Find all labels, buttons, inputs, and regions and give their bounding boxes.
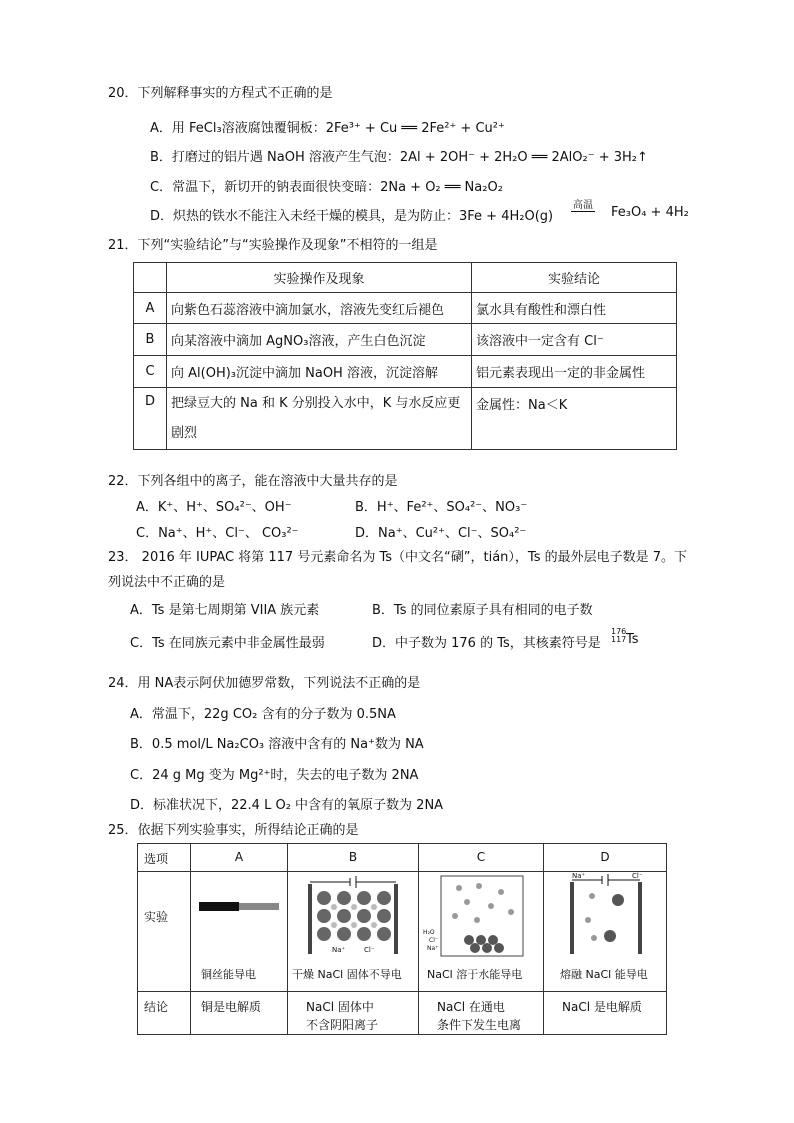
nuclide-symbol: Ts: [626, 632, 639, 647]
q21-stem: 21．下列“实验结论”与“实验操作及现象”不相符的一组是: [108, 238, 438, 253]
q23-stem-line2: 列说法中不正确的是: [108, 575, 226, 590]
nuclide-numbers: [611, 628, 626, 644]
row-label: 结论: [138, 992, 191, 1035]
table-cell: 铝元素表现出一定的非金属性: [472, 356, 677, 388]
q24-stem: 24．用 NA表示阿伏加德罗常数，下列说法不正确的是: [108, 676, 421, 691]
table-row: [138, 872, 667, 992]
q25-stem: 25．依据下列实验事实，所得结论正确的是: [108, 823, 359, 838]
diagram-label: Na⁺: [332, 946, 346, 954]
experiment-c: [419, 872, 544, 992]
diagram-label: Na⁺: [427, 945, 439, 952]
q20-option-d: D．炽热的铁水不能注入未经干燥的模具，是为防止：3Fe + 4H₂O(g): [150, 209, 554, 224]
experiment-caption: 干燥 NaCl 固体不导电: [292, 968, 402, 981]
table-header-cell: 选项: [138, 844, 191, 872]
diagram-label: Cl⁻: [632, 872, 643, 880]
conclusion-cell: NaCl 在通电 条件下发生电离: [419, 992, 544, 1035]
q24-option-a: A．常温下，22g CO₂ 含有的分子数为 0.5NA: [130, 707, 396, 722]
q25-table: [137, 843, 667, 1035]
experiment-caption: 熔融 NaCl 能导电: [560, 968, 648, 981]
q20-option-d-products: Fe₃O₄ + 4H₂: [611, 205, 689, 220]
table-header-cell: B: [288, 844, 419, 872]
table-header-cell: D: [544, 844, 667, 872]
table-header-cell: 实验操作及现象: [167, 263, 472, 293]
q24-option-c: C．24 g Mg 变为 Mg²⁺时，失去的电子数为 2NA: [130, 768, 419, 783]
q23-option-b: B．Ts 的同位素原子具有相同的电子数: [372, 603, 593, 618]
table-header-cell: 实验结论: [472, 263, 677, 293]
table-cell: 向 Al(OH)₃沉淀中滴加 NaOH 溶液，沉淀溶解: [167, 356, 472, 388]
mass-number: 176: [611, 627, 627, 636]
q24-option-d: D．标准状况下，22.4 L O₂ 中含有的氧原子数为 2NA: [130, 798, 444, 813]
diagram-label: Cl⁻: [364, 946, 375, 954]
experiment-b: [288, 872, 419, 992]
conclusion-cell: NaCl 固体中 不含阴阳离子: [288, 992, 419, 1035]
table-cell: 把绿豆大的 Na 和 K 分别投入水中，K 与水反应更剧烈: [167, 388, 472, 450]
diagram-label: Cl⁻: [429, 937, 439, 944]
table-row: [134, 388, 677, 450]
experiment-caption: NaCl 溶于水能导电: [427, 968, 523, 981]
q22-option-d: D．Na⁺、Cu²⁺、Cl⁻、SO₄²⁻: [355, 526, 527, 541]
q23-option-a: A．Ts 是第七周期第 VIIA 族元素: [130, 603, 320, 618]
diagram-label: H₂O: [423, 929, 435, 936]
table-cell: B: [134, 324, 167, 356]
q23-stem-line1: 23． 2016 年 IUPAC 将第 117 号元素命名为 Ts（中文名“䃗”，tián），Ts 的最外层电子数是 7。下: [108, 550, 688, 565]
conclusion-cell: NaCl 是电解质: [544, 992, 667, 1035]
atomic-number: 117: [611, 635, 627, 644]
experiment-d: [544, 872, 667, 992]
experiment-caption: 铜丝能导电: [201, 968, 256, 981]
q22-stem: 22．下列各组中的离子，能在溶液中大量共存的是: [108, 474, 398, 489]
table-cell: 氯水具有酸性和漂白性: [472, 293, 677, 324]
table-cell: 金属性：Na＜K: [472, 388, 677, 450]
table-row: [134, 293, 677, 324]
table-cell: 向紫色石蕊溶液中滴加氯水，溶液先变红后褪色: [167, 293, 472, 324]
table-header-cell: C: [419, 844, 544, 872]
q22-option-c: C．Na⁺、H⁺、Cl⁻、 CO₃²⁻: [136, 526, 299, 541]
q20-stem: 20．下列解释事实的方程式不正确的是: [108, 86, 333, 101]
q24-option-b: B．0.5 mol/L Na₂CO₃ 溶液中含有的 Na⁺数为 NA: [130, 737, 424, 752]
q20-option-b: B．打磨过的铝片遇 NaOH 溶液产生气泡：2Al + 2OH⁻ + 2H₂O ══ 2AlO₂⁻ + 3H₂↑: [150, 150, 648, 165]
table-header-cell: A: [191, 844, 288, 872]
table-cell: D: [134, 388, 167, 450]
q23-option-c: C．Ts 在同族元素中非金属性最弱: [130, 636, 325, 651]
table-row: [134, 324, 677, 356]
table-cell: C: [134, 356, 167, 388]
table-cell: A: [134, 293, 167, 324]
q20-option-c: C．常温下，新切开的钠表面很快变暗：2Na + O₂ ══ Na₂O₂: [150, 180, 503, 195]
table-row: [134, 356, 677, 388]
q23-option-d: D．中子数为 176 的 Ts，其核素符号是: [372, 636, 601, 651]
q20-option-a: A．用 FeCl₃溶液腐蚀覆铜板：2Fe³⁺ + Cu ══ 2Fe²⁺ + Cu²⁺: [150, 121, 505, 136]
q22-option-b: B．H⁺、Fe²⁺、SO₄²⁻、NO₃⁻: [355, 500, 528, 515]
row-label: 实验: [138, 872, 191, 992]
q22-option-a: A．K⁺、H⁺、SO₄²⁻、OH⁻: [136, 500, 292, 515]
conclusion-cell: 铜是电解质: [191, 992, 288, 1035]
table-row: [138, 992, 667, 1035]
reaction-condition: 高温: [571, 196, 595, 212]
experiment-a: [191, 872, 288, 992]
diagram-label: Na⁺: [572, 872, 586, 880]
table-cell: 向某溶液中滴加 AgNO₃溶液，产生白色沉淀: [167, 324, 472, 356]
table-header-cell: [134, 263, 167, 293]
q21-table: [133, 262, 677, 450]
table-cell: 该溶液中一定含有 Cl⁻: [472, 324, 677, 356]
